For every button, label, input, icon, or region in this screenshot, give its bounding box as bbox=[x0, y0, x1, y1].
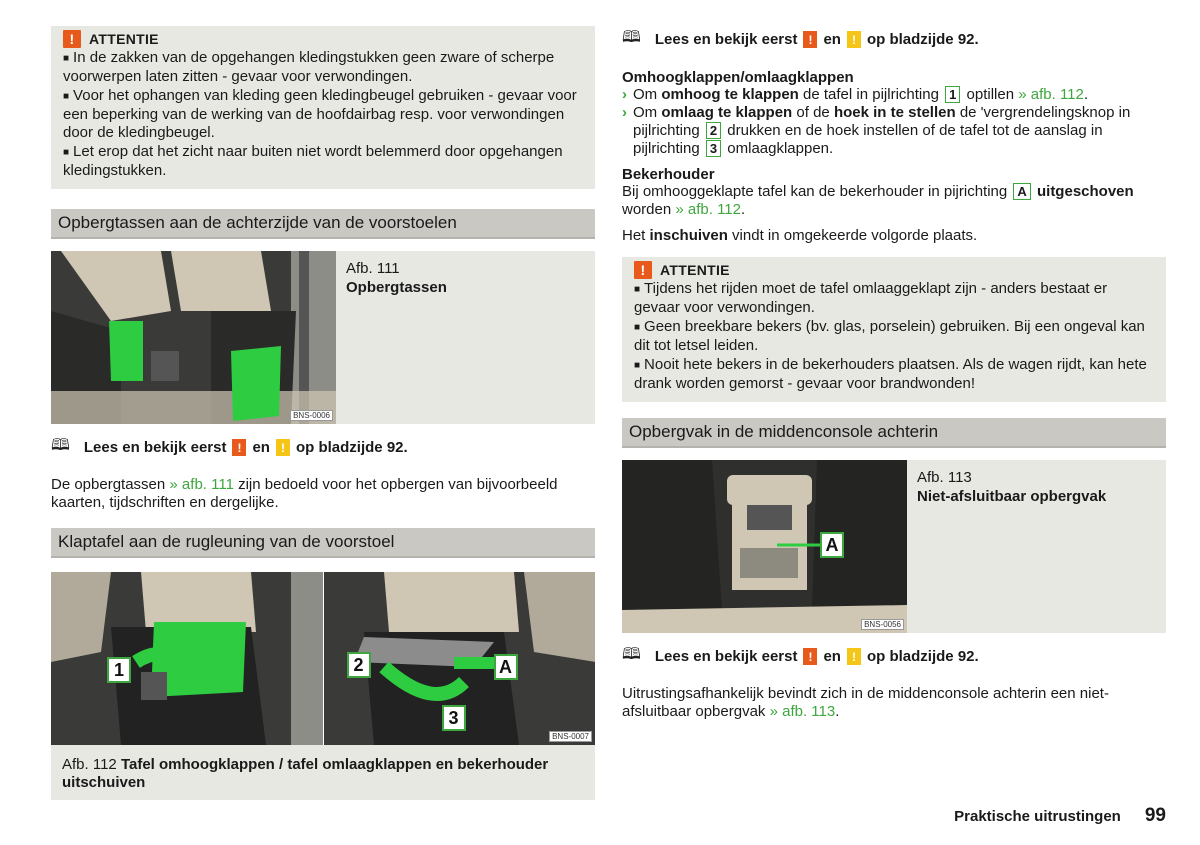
book-icon: 🕮 bbox=[51, 437, 70, 454]
figure-caption bbox=[336, 251, 595, 424]
callout-2: 2 bbox=[347, 652, 371, 678]
warning-title: ATTENTIE bbox=[660, 262, 730, 278]
callout-ref: A bbox=[1013, 183, 1030, 200]
page-footer bbox=[954, 805, 1166, 827]
caution-icon: ! bbox=[276, 439, 290, 456]
warning-item: ■ Tijdens het rijden moet de tafel omlaaggeklapt zijn - anders bestaat er gevaar voor verwondingen. bbox=[634, 280, 1108, 316]
read-first-note: 🕮 Lees en bekijk eerst ! en ! op bladzijde 92. bbox=[622, 26, 1166, 53]
footer-section-title: Praktische uitrustingen bbox=[954, 808, 1121, 825]
figure-113 bbox=[622, 460, 1166, 633]
warning-icon: ! bbox=[232, 439, 246, 456]
callout-ref: 3 bbox=[706, 140, 721, 157]
page-number: 99 bbox=[1144, 805, 1166, 826]
callout-a: A bbox=[820, 532, 844, 558]
figure-image bbox=[622, 460, 907, 633]
figure-label: Afb. 112 bbox=[62, 756, 117, 773]
read-first-note: 🕮 Lees en bekijk eerst ! en ! op bladzijde 92. bbox=[51, 434, 595, 461]
warning-item: ■ Let erop dat het zicht naar buiten niet wordt belemmerd door opgehangen kledingstukken. bbox=[63, 143, 563, 179]
figure-label: Afb. 113 bbox=[917, 469, 972, 486]
figure-code: BNS-0006 bbox=[290, 410, 333, 421]
warning-item: ■ In de zakken van de opgehangen kledingstukken geen zware of scherpe voorwerpen laten zitten - gevaar voor verwondingen. bbox=[63, 49, 555, 85]
figure-title: Tafel omhoogklappen / tafel omlaagklappen en bekerhouder uitschuiven bbox=[62, 756, 549, 791]
read-first-note: 🕮 Lees en bekijk eerst ! en ! op bladzijde 92. bbox=[622, 643, 1166, 670]
warning-icon: ! bbox=[63, 30, 81, 48]
callout-3: 3 bbox=[442, 705, 466, 731]
section-heading: Opbergvak in de middenconsole achterin bbox=[622, 418, 1166, 448]
warning-title: ATTENTIE bbox=[89, 31, 159, 47]
book-icon: 🕮 bbox=[622, 646, 641, 663]
warning-icon: ! bbox=[634, 261, 652, 279]
figure-panel-down bbox=[323, 572, 596, 745]
figure-link[interactable]: » afb. 112 bbox=[675, 201, 741, 218]
right-column bbox=[622, 26, 1166, 721]
step-item: › Om omlaag te klappen of de hoek in te stellen de 'vergrendelingsknop in pijlrichting 2 drukken en de hoek instellen of de tafel tot de aanslag in pijlrichting 3 omlaagklappen. bbox=[622, 104, 1131, 157]
figure-label: Afb. 111 bbox=[346, 260, 400, 277]
caution-icon: ! bbox=[847, 648, 861, 665]
caution-icon: ! bbox=[847, 31, 861, 48]
figure-link[interactable]: » afb. 113 bbox=[769, 703, 836, 720]
figure-111 bbox=[51, 251, 595, 424]
figure-title: Opbergtassen bbox=[346, 279, 447, 296]
warning-item: ■ Geen breekbare bekers (bv. glas, porselein) gebruiken. Bij een ongeval kan dit tot letsel leiden. bbox=[634, 318, 1145, 354]
section-heading: Klaptafel aan de rugleuning van de voorstoel bbox=[51, 528, 595, 558]
callout-ref: 2 bbox=[706, 122, 721, 139]
callout-a: A bbox=[494, 654, 518, 680]
paragraph: Bij omhooggeklapte tafel kan de bekerhouder in pijrichting A uitgeschoven worden » afb. 112. bbox=[622, 183, 1134, 218]
warning-box bbox=[51, 26, 595, 189]
seat-back-illustration bbox=[51, 251, 336, 424]
paragraph: Uitrustingsafhankelijk bevindt zich in de middenconsole achterin een niet-afsluitbaar opbergvak » afb. 113. bbox=[622, 685, 1109, 720]
subheading: Omhoogklappen/omlaagklappen bbox=[622, 69, 854, 86]
table-up-illustration bbox=[51, 572, 323, 745]
figure-link[interactable]: » afb. 111 bbox=[169, 476, 234, 493]
figure-112 bbox=[51, 572, 595, 745]
figure-link[interactable]: » afb. 112 bbox=[1018, 86, 1084, 103]
paragraph: De opbergtassen » afb. 111 zijn bedoeld voor het opbergen van bijvoorbeeld kaarten, tijdschriften en dergelijke. bbox=[51, 476, 558, 511]
paragraph: Het inschuiven vindt in omgekeerde volgorde plaats. bbox=[622, 227, 978, 244]
warning-item: ■ Voor het ophangen van kleding geen kledingbeugel gebruiken - gevaar voor een beperking van de werking van de hoofdairbag resp. voor verwondingen door de kledingbeugel. bbox=[63, 87, 577, 141]
figure-code: BNS-0056 bbox=[861, 619, 904, 630]
callout-ref: 1 bbox=[945, 86, 960, 103]
book-icon: 🕮 bbox=[622, 29, 641, 46]
figure-panel-up bbox=[51, 572, 323, 745]
section-heading: Opbergtassen aan de achterzijde van de voorstoelen bbox=[51, 209, 595, 239]
left-column bbox=[51, 26, 595, 800]
subheading: Bekerhouder bbox=[622, 166, 715, 183]
callout-1: 1 bbox=[107, 657, 131, 683]
warning-icon: ! bbox=[803, 648, 817, 665]
figure-caption bbox=[907, 460, 1166, 633]
warning-item: ■ Nooit hete bekers in de bekerhouders plaatsen. Als de wagen rijdt, kan hete drank worden gemorst - gevaar voor brandwonden! bbox=[634, 356, 1147, 392]
figure-caption bbox=[51, 745, 595, 800]
figure-code: BNS-0007 bbox=[549, 731, 592, 742]
figure-title: Niet-afsluitbaar opbergvak bbox=[917, 488, 1107, 505]
figure-image bbox=[51, 251, 336, 424]
console-illustration bbox=[622, 460, 907, 633]
step-item: › Om omhoog te klappen de tafel in pijlrichting 1 optillen » afb. 112. bbox=[622, 86, 1089, 103]
warning-box bbox=[622, 257, 1166, 402]
warning-icon: ! bbox=[803, 31, 817, 48]
